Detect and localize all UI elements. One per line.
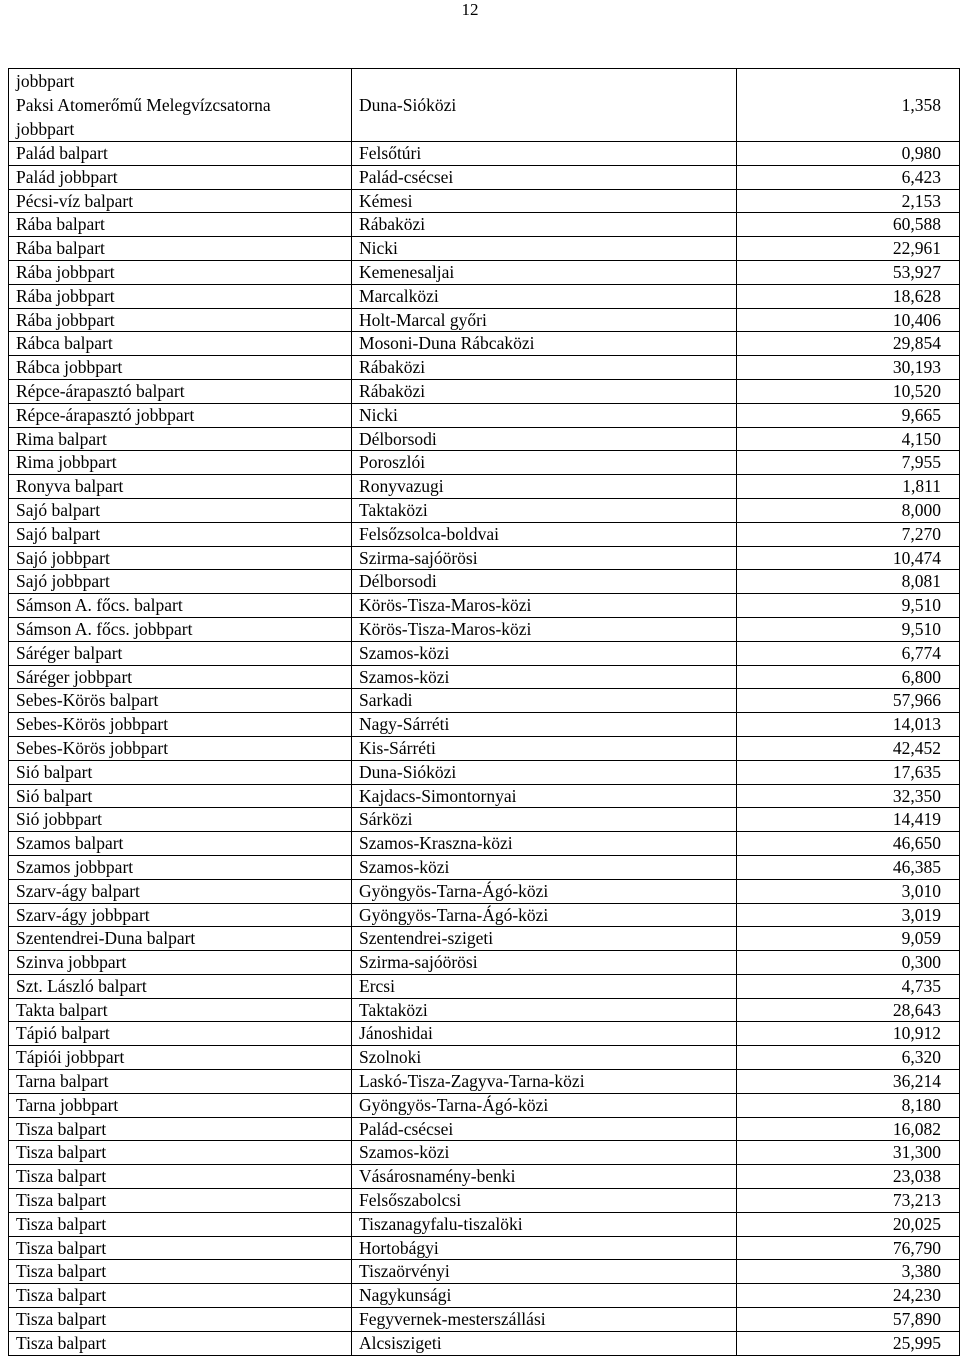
length-cell: 0,980 [737, 142, 960, 166]
table-row [9, 427, 960, 451]
length-cell: 10,520 [737, 379, 960, 403]
table-row [9, 1236, 960, 1260]
subarea-cell: Rábaközi [352, 213, 737, 237]
table-row [9, 1212, 960, 1236]
embankment-name-cell: Sámson A. főcs. balpart [9, 594, 352, 618]
embankment-name-cell: Rábca jobbpart [9, 356, 352, 380]
subarea-cell: Alcsiszigeti [352, 1331, 737, 1355]
subarea-cell: Szirma-sajóörösi [352, 546, 737, 570]
table-row [9, 903, 960, 927]
length-cell: 22,961 [737, 237, 960, 261]
embankment-name-cell: Tisza balpart [9, 1260, 352, 1284]
embankment-name-cell: Tisza balpart [9, 1308, 352, 1332]
subarea-cell: Kajdacs-Simontornyai [352, 784, 737, 808]
subarea-cell: Laskó-Tisza-Zagyva-Tarna-közi [352, 1070, 737, 1094]
table-row [9, 189, 960, 213]
embankment-name-cell: Répce-árapasztó balpart [9, 379, 352, 403]
subarea-cell: Rábaközi [352, 379, 737, 403]
subarea-cell: Nagykunsági [352, 1284, 737, 1308]
subarea-cell: Délborsodi [352, 427, 737, 451]
table-row [9, 1093, 960, 1117]
table-row [9, 617, 960, 641]
subarea-cell: Mosoni-Duna Rábcaközi [352, 332, 737, 356]
subarea-cell: Szamos-közi [352, 1141, 737, 1165]
length-cell: 29,854 [737, 332, 960, 356]
table-row [9, 879, 960, 903]
embankment-name-cell: Sajó balpart [9, 498, 352, 522]
table-row [9, 475, 960, 499]
length-cell: 24,230 [737, 1284, 960, 1308]
length-cell: 76,790 [737, 1236, 960, 1260]
length-cell: 6,774 [737, 641, 960, 665]
table-row [9, 855, 960, 879]
table-row [9, 832, 960, 856]
table-row [9, 498, 960, 522]
length-cell: 73,213 [737, 1189, 960, 1213]
length-cell: 9,665 [737, 403, 960, 427]
table-row [9, 951, 960, 975]
subarea-cell: Tiszanagyfalu-tiszalöki [352, 1212, 737, 1236]
embankment-name-cell: Szt. László balpart [9, 974, 352, 998]
length-cell: 14,419 [737, 808, 960, 832]
subarea-cell: Duna-Sióközi [352, 69, 737, 142]
subarea-cell: Kémesi [352, 189, 737, 213]
embankment-name-cell: Ronyva balpart [9, 475, 352, 499]
table-row [9, 260, 960, 284]
length-cell: 3,019 [737, 903, 960, 927]
length-cell: 31,300 [737, 1141, 960, 1165]
embankment-name-cell: Szarv-ágy balpart [9, 879, 352, 903]
subarea-cell: Szamos-közi [352, 641, 737, 665]
length-cell: 4,150 [737, 427, 960, 451]
name-line: jobbpart [16, 71, 75, 91]
table-row [9, 69, 960, 142]
table-row [9, 332, 960, 356]
embankment-name-cell: Tisza balpart [9, 1189, 352, 1213]
subarea-cell: Rábaközi [352, 356, 737, 380]
embankment-name-cell: Tápiói jobbpart [9, 1046, 352, 1070]
length-cell: 28,643 [737, 998, 960, 1022]
table-row [9, 713, 960, 737]
subarea-cell: Körös-Tisza-Maros-közi [352, 594, 737, 618]
subarea-cell: Kemenesaljai [352, 260, 737, 284]
table-row [9, 1308, 960, 1332]
table-row [9, 403, 960, 427]
table-row [9, 1141, 960, 1165]
table-row [9, 356, 960, 380]
length-cell: 57,890 [737, 1308, 960, 1332]
table-row [9, 1331, 960, 1355]
embankment-name-cell: Tisza balpart [9, 1236, 352, 1260]
length-cell: 9,510 [737, 617, 960, 641]
subarea-cell: Felsőzsolca-boldvai [352, 522, 737, 546]
embankment-table [8, 68, 960, 1356]
embankment-name-cell: Tisza balpart [9, 1284, 352, 1308]
embankment-name-cell: Sámson A. főcs. jobbpart [9, 617, 352, 641]
embankment-name-cell: Sáréger balpart [9, 641, 352, 665]
subarea-cell: Szirma-sajóörösi [352, 951, 737, 975]
length-cell: 53,927 [737, 260, 960, 284]
embankment-name-cell: Tisza balpart [9, 1141, 352, 1165]
table-row [9, 165, 960, 189]
table-row [9, 379, 960, 403]
table-row [9, 284, 960, 308]
subarea-cell: Körös-Tisza-Maros-közi [352, 617, 737, 641]
length-cell: 1,811 [737, 475, 960, 499]
length-cell: 2,153 [737, 189, 960, 213]
subarea-cell: Palád-csécsei [352, 165, 737, 189]
subarea-cell: Holt-Marcal győri [352, 308, 737, 332]
table-row [9, 1284, 960, 1308]
length-cell: 6,320 [737, 1046, 960, 1070]
subarea-cell: Duna-Sióközi [352, 760, 737, 784]
embankment-name-cell: Rába balpart [9, 213, 352, 237]
length-cell: 0,300 [737, 951, 960, 975]
subarea-cell: Nicki [352, 403, 737, 427]
embankment-name-cell: Sebes-Körös jobbpart [9, 736, 352, 760]
length-cell: 46,650 [737, 832, 960, 856]
length-cell: 17,635 [737, 760, 960, 784]
subarea-cell: Kis-Sárréti [352, 736, 737, 760]
embankment-name-cell: Sajó balpart [9, 522, 352, 546]
subarea-cell: Szamos-közi [352, 855, 737, 879]
table-row [9, 760, 960, 784]
table-row [9, 594, 960, 618]
subarea-cell: Tiszaörvényi [352, 1260, 737, 1284]
length-cell: 3,380 [737, 1260, 960, 1284]
length-cell: 16,082 [737, 1117, 960, 1141]
length-cell: 60,588 [737, 213, 960, 237]
embankment-name-cell: Rábca balpart [9, 332, 352, 356]
length-cell: 18,628 [737, 284, 960, 308]
table-row [9, 1165, 960, 1189]
subarea-cell: Gyöngyös-Tarna-Ágó-közi [352, 879, 737, 903]
length-cell: 32,350 [737, 784, 960, 808]
subarea-cell: Sarkadi [352, 689, 737, 713]
subarea-cell: Hortobágyi [352, 1236, 737, 1260]
subarea-cell: Gyöngyös-Tarna-Ágó-közi [352, 1093, 737, 1117]
page-number: 12 [461, 0, 479, 19]
embankment-name-cell: Sajó jobbpart [9, 570, 352, 594]
table-row [9, 1260, 960, 1284]
embankment-name-cell: Szamos balpart [9, 832, 352, 856]
embankment-name-cell: Rába jobbpart [9, 260, 352, 284]
embankment-name-cell: Rába jobbpart [9, 308, 352, 332]
length-cell: 36,214 [737, 1070, 960, 1094]
embankment-name-cell: Szamos jobbpart [9, 855, 352, 879]
embankment-name-cell: Rima balpart [9, 427, 352, 451]
embankment-name-cell: Tisza balpart [9, 1212, 352, 1236]
name-line: jobbpart [16, 119, 75, 139]
embankment-name-cell [9, 69, 352, 142]
length-cell: 46,385 [737, 855, 960, 879]
subarea-cell: Jánoshidai [352, 1022, 737, 1046]
length-cell: 8,081 [737, 570, 960, 594]
table-row [9, 1022, 960, 1046]
embankment-name-cell: Szentendrei-Duna balpart [9, 927, 352, 951]
embankment-name-cell: Palád jobbpart [9, 165, 352, 189]
embankment-name-cell: Tisza balpart [9, 1331, 352, 1355]
length-cell: 1,358 [737, 69, 960, 142]
subarea-cell: Taktaközi [352, 498, 737, 522]
subarea-cell: Szentendrei-szigeti [352, 927, 737, 951]
subarea-cell: Felsőtúri [352, 142, 737, 166]
embankment-name-cell: Sió balpart [9, 784, 352, 808]
length-cell: 7,955 [737, 451, 960, 475]
name-line: Paksi Atomerőmű Melegvízcsatorna [16, 95, 271, 115]
length-cell: 23,038 [737, 1165, 960, 1189]
table-row [9, 451, 960, 475]
table-row [9, 213, 960, 237]
embankment-name-cell: Tarna jobbpart [9, 1093, 352, 1117]
embankment-name-cell: Rima jobbpart [9, 451, 352, 475]
embankment-name-cell: Sebes-Körös balpart [9, 689, 352, 713]
subarea-cell: Nicki [352, 237, 737, 261]
subarea-cell: Sárközi [352, 808, 737, 832]
embankment-name-cell: Rába jobbpart [9, 284, 352, 308]
length-cell: 57,966 [737, 689, 960, 713]
subarea-cell: Ronyvazugi [352, 475, 737, 499]
subarea-cell: Fegyvernek-mesterszállási [352, 1308, 737, 1332]
length-cell: 8,000 [737, 498, 960, 522]
length-cell: 6,800 [737, 665, 960, 689]
length-cell: 9,510 [737, 594, 960, 618]
length-cell: 30,193 [737, 356, 960, 380]
embankment-name-cell: Tápió balpart [9, 1022, 352, 1046]
subarea-cell: Poroszlói [352, 451, 737, 475]
embankment-name-cell: Tarna balpart [9, 1070, 352, 1094]
length-cell: 3,010 [737, 879, 960, 903]
subarea-cell: Marcalközi [352, 284, 737, 308]
table-row [9, 927, 960, 951]
table-row [9, 570, 960, 594]
table-body [9, 69, 960, 1356]
embankment-name-cell: Szarv-ágy jobbpart [9, 903, 352, 927]
subarea-cell: Taktaközi [352, 998, 737, 1022]
length-cell: 9,059 [737, 927, 960, 951]
table-row [9, 1070, 960, 1094]
length-cell: 4,735 [737, 974, 960, 998]
embankment-name-cell: Tisza balpart [9, 1117, 352, 1141]
subarea-cell: Szolnoki [352, 1046, 737, 1070]
table-row [9, 665, 960, 689]
table-row [9, 546, 960, 570]
subarea-cell: Ercsi [352, 974, 737, 998]
length-cell: 7,270 [737, 522, 960, 546]
subarea-cell: Felsőszabolcsi [352, 1189, 737, 1213]
table-row [9, 522, 960, 546]
table-row [9, 142, 960, 166]
embankment-name-cell: Palád balpart [9, 142, 352, 166]
embankment-name-cell: Sebes-Körös jobbpart [9, 713, 352, 737]
table-row [9, 308, 960, 332]
length-cell: 25,995 [737, 1331, 960, 1355]
table-row [9, 974, 960, 998]
subarea-cell: Gyöngyös-Tarna-Ágó-közi [352, 903, 737, 927]
embankment-name-cell: Pécsi-víz balpart [9, 189, 352, 213]
embankment-name-cell: Sió jobbpart [9, 808, 352, 832]
table-row [9, 736, 960, 760]
embankment-name-cell: Sajó jobbpart [9, 546, 352, 570]
subarea-cell: Szamos-Kraszna-közi [352, 832, 737, 856]
subarea-cell: Vásárosnamény-benki [352, 1165, 737, 1189]
length-cell: 10,406 [737, 308, 960, 332]
table-row [9, 1189, 960, 1213]
length-cell: 20,025 [737, 1212, 960, 1236]
length-cell: 10,912 [737, 1022, 960, 1046]
embankment-name-cell: Tisza balpart [9, 1165, 352, 1189]
table-row [9, 998, 960, 1022]
embankment-name-cell: Rába balpart [9, 237, 352, 261]
table-row [9, 808, 960, 832]
length-cell: 6,423 [737, 165, 960, 189]
subarea-cell: Délborsodi [352, 570, 737, 594]
embankment-name-cell: Sió balpart [9, 760, 352, 784]
embankment-name-cell: Sáréger jobbpart [9, 665, 352, 689]
table-row [9, 1117, 960, 1141]
subarea-cell: Nagy-Sárréti [352, 713, 737, 737]
embankment-name-cell: Takta balpart [9, 998, 352, 1022]
table-row [9, 1046, 960, 1070]
subarea-cell: Szamos-közi [352, 665, 737, 689]
table-row [9, 689, 960, 713]
table-row [9, 641, 960, 665]
table-row [9, 784, 960, 808]
embankment-name-cell: Szinva jobbpart [9, 951, 352, 975]
length-cell: 14,013 [737, 713, 960, 737]
length-cell: 10,474 [737, 546, 960, 570]
length-cell: 8,180 [737, 1093, 960, 1117]
length-cell: 42,452 [737, 736, 960, 760]
table-row [9, 237, 960, 261]
subarea-cell: Palád-csécsei [352, 1117, 737, 1141]
embankment-name-cell: Répce-árapasztó jobbpart [9, 403, 352, 427]
